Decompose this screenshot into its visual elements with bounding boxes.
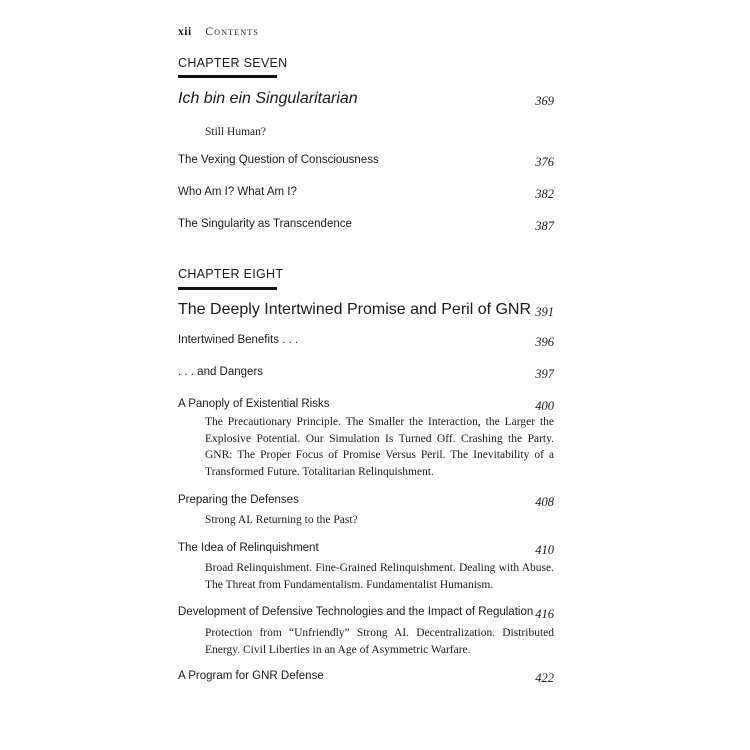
toc-entry-title[interactable]: The Singularity as Transcendence [178, 218, 352, 230]
chapter-seven-title: Ich bin ein Singularitarian [178, 90, 358, 107]
toc-entry-page: 408 [535, 495, 554, 509]
toc-entry-description: Protection from “Unfriendly” Strong AI. Decentralization. Distributed Energy. Civil Liberties in an Age of Asymmetric Warfare. [205, 627, 554, 656]
toc-entry-description: Broad Relinquishment. Fine-Grained Relinquishment. Dealing with Abuse. The Threat from Fundamentalism. Fundamentalist Humanism. [205, 562, 554, 591]
toc-entry-description: Strong AI. Returning to the Past? [205, 514, 358, 526]
toc-entry-page: 396 [535, 335, 554, 349]
toc-entry-page: 422 [535, 671, 554, 685]
running-head-title: Contents [205, 26, 260, 38]
toc-entry-description: The Precautionary Principle. The Smaller the Interaction, the Larger the Explosive Potential. Our Simulation Is Turned Off. Crashing the Party. GNR: The Proper Focus of Promise Versus Peril. The Inevitability of a Transformed Future. Totalitarian Relinquishment. [205, 416, 554, 478]
chapter-eight-title-page: 391 [535, 305, 554, 319]
toc-entry-page: 376 [535, 155, 554, 169]
toc-entry-title[interactable]: Development of Defensive Technologies and the Impact of Regulation [178, 606, 534, 618]
toc-entry-title[interactable]: Preparing the Defenses [178, 494, 299, 506]
toc-entry-title[interactable]: A Program for GNR Defense [178, 670, 324, 682]
chapter-eight-title: The Deeply Intertwined Promise and Peril of GNR [178, 301, 532, 318]
running-head-page-number: xii [178, 26, 192, 38]
toc-entry-title[interactable]: Who Am I? What Am I? [178, 186, 297, 198]
toc-entry-title[interactable]: The Idea of Relinquishment [178, 542, 319, 554]
chapter-eight-rule [178, 287, 277, 290]
running-head [178, 26, 259, 38]
toc-entry-title[interactable]: A Panoply of Existential Risks [178, 398, 330, 410]
chapter-seven-rule [178, 75, 277, 78]
toc-entry-page: 387 [535, 219, 554, 233]
toc-entry-page: 410 [535, 543, 554, 557]
chapter-seven-label: CHAPTER SEVEN [178, 56, 288, 70]
toc-entry-page: 397 [535, 367, 554, 381]
toc-entry-page: 400 [535, 399, 554, 413]
chapter-seven-intro-section: Still Human? [205, 126, 267, 138]
chapter-seven-title-page: 369 [535, 94, 554, 108]
toc-entry-title[interactable]: Intertwined Benefits . . . [178, 334, 299, 346]
toc-entry-title[interactable]: The Vexing Question of Consciousness [178, 154, 379, 166]
toc-entry-page: 416 [535, 607, 554, 621]
toc-entry-title[interactable]: . . . and Dangers [178, 366, 264, 378]
chapter-eight-label: CHAPTER EIGHT [178, 267, 284, 281]
toc-entry-page: 382 [535, 187, 554, 201]
